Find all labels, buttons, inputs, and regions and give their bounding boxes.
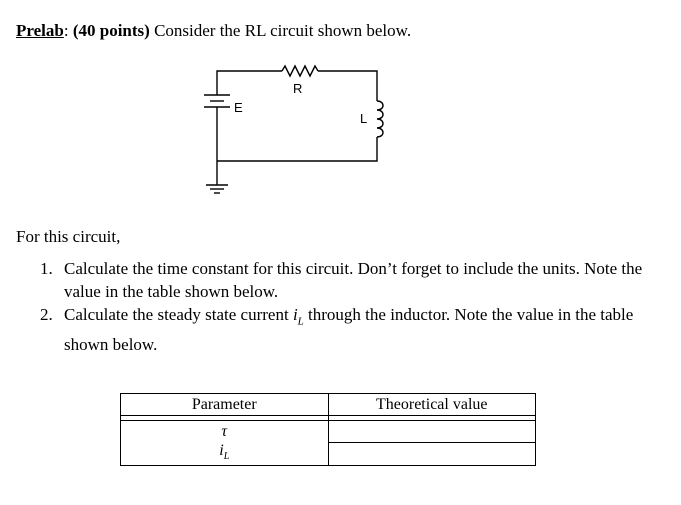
table-row (121, 443, 536, 466)
prelab-label: Prelab (16, 21, 64, 40)
inductor-symbol (377, 101, 383, 137)
rl-circuit-diagram (190, 55, 390, 195)
current-symbol: i (292, 305, 298, 324)
prelab-heading (16, 20, 411, 42)
current-subscript: L (297, 315, 304, 328)
inductor-label: L (360, 111, 368, 126)
wire-top-left (217, 71, 282, 85)
task-number-2: 2. (40, 305, 53, 324)
heading-text: Consider the RL circuit shown below. (154, 21, 412, 40)
intro-text: For this circuit, (16, 227, 121, 246)
wire-bottom (217, 137, 377, 161)
task-text-1: Calculate the time constant for this circuit. Don’t forget to include the units. Note the value in the table shown below. (64, 259, 643, 301)
points-label: (40 points) (72, 21, 150, 40)
wire-top-right (318, 71, 377, 101)
header-parameter: Parameter (121, 394, 329, 416)
task-item-1 (40, 257, 650, 303)
value-tau-cell[interactable] (328, 421, 536, 443)
value-current-cell[interactable] (328, 443, 536, 466)
task-number-1: 1. (40, 259, 53, 278)
param-current: $i_L$ (121, 443, 329, 466)
source-label: E (234, 100, 243, 115)
task-text-2-after: through the inductor. Note the value in the table shown below. (64, 305, 634, 355)
task-item-2 (40, 303, 650, 356)
task-text-2-before: Calculate the steady state current (64, 305, 293, 324)
parameter-table (120, 393, 536, 466)
resistor-label: R (293, 81, 303, 96)
table-row (121, 421, 536, 443)
table-header-row (121, 394, 536, 416)
heading-colon: : (63, 21, 69, 40)
task-list (40, 257, 650, 356)
resistor-symbol (282, 66, 318, 76)
param-tau: τ (121, 421, 329, 443)
header-theoretical-value: Theoretical value (328, 394, 536, 416)
